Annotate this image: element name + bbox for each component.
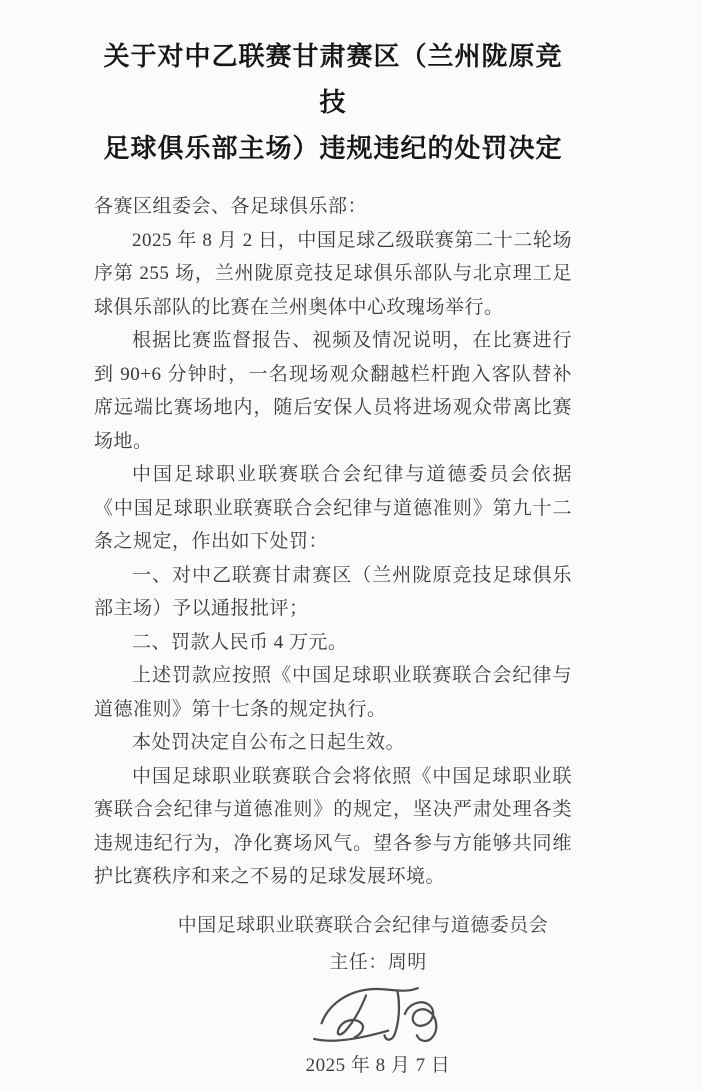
signature-date: 2025 年 8 月 7 日 [305, 1055, 451, 1076]
paragraph-penalty-1: 一、对中乙联赛甘肃赛区（兰州陇原竞技足球俱乐部主场）予以通报批评； [94, 564, 572, 619]
signature-block [139, 914, 617, 1077]
paragraph-closing-statement: 中国足球职业联赛联合会将依照《中国足球职业联赛联合会纪律与道德准则》的规定，坚决严肃处理各类违规违纪行为，净化赛场风气。望各参与方能够共同维护比赛秩序和来之不易的足球发展环境。 [94, 765, 572, 887]
paragraph-incident: 根据比赛监督报告、视频及情况说明，在比赛进行到 90+6 分钟时，一名现场观众翻越栏杆跑入客队替补席远端比赛场地内，随后安保人员将进场观众带离比赛场地。 [94, 330, 572, 452]
paragraph-effective-date: 本处罚决定自公布之日起生效。 [132, 732, 406, 753]
document-title-line-2: 足球俱乐部主场）违规违纪的处罚决定 [103, 134, 563, 163]
paragraph-fine-execution: 上述罚款应按照《中国足球职业联赛联合会纪律与道德准则》第十七条的规定执行。 [94, 665, 572, 720]
signature-signer-line: 主任：周明 [329, 952, 427, 973]
document-content-column [94, 0, 572, 894]
salutation: 各赛区组委会、各足球俱乐部： [94, 196, 368, 217]
signature-organization: 中国足球职业联赛联合会纪律与道德委员会 [177, 915, 549, 936]
paragraph-ruling-basis: 中国足球职业联赛联合会纪律与道德委员会依据《中国足球职业联赛联合会纪律与道德准则》第九十二条之规定，作出如下处罚： [94, 464, 572, 552]
document-title [94, 34, 572, 172]
paragraph-penalty-2: 二、罚款人民币 4 万元。 [132, 631, 348, 653]
paragraph-match-info: 2025 年 8 月 2 日，中国足球乙级联赛第二十二轮场序第 255 场，兰州陇原竞技足球俱乐部队与北京理工足球俱乐部队的比赛在兰州奥体中心玫瑰场举行。 [94, 229, 572, 318]
handwritten-signature-icon [308, 977, 448, 1051]
document-title-line-1: 关于对中乙联赛甘肃赛区（兰州陇原竞技 [103, 42, 563, 117]
document-body [94, 190, 572, 894]
